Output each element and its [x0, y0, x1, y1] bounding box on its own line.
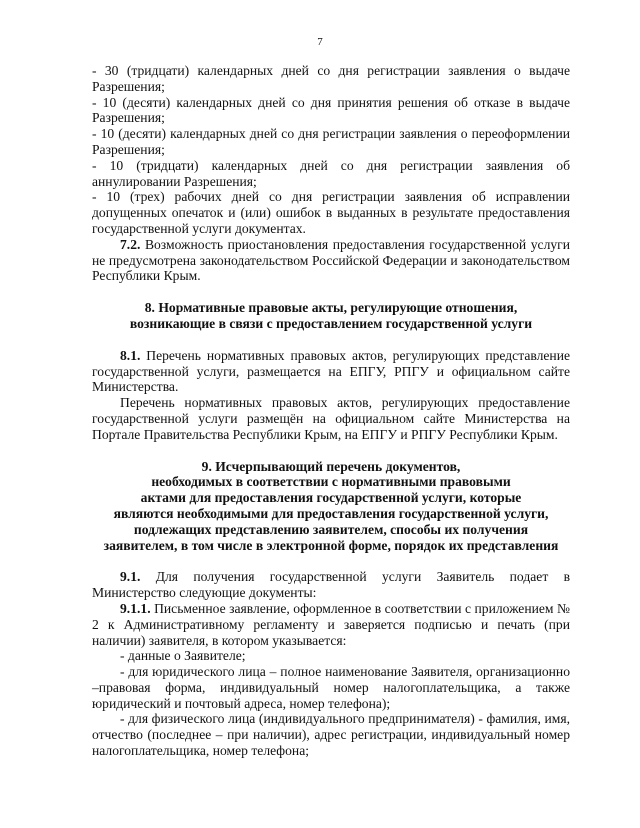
paragraph-9-1-1: [92, 601, 570, 648]
list-item: - 10 (десяти) календарных дней со дня регистрации заявления о переоформлении Разрешения;: [92, 126, 570, 157]
paragraph-text: Возможность приостановления предоставления государственной услуги не предусмотрена законодательством Российской Федерации и законодательством Республики Крым.: [92, 236, 570, 284]
clause-number: 9.1.: [120, 569, 141, 585]
section-9-heading: [92, 459, 570, 554]
paragraph-8-1: [92, 348, 570, 395]
heading-line: подлежащих представлению заявителем, способы их получения: [133, 521, 529, 537]
list-item: - 10 (десяти) календарных дней со дня принятия решения об отказе в выдаче Разрешения;: [92, 94, 570, 126]
heading-line: 9. Исчерпывающий перечень документов,: [201, 458, 461, 474]
list-item: - 30 (тридцати) календарных дней со дня регистрации заявления о выдаче Разрешения;: [92, 63, 570, 94]
clause-number: 9.1.1.: [120, 600, 151, 616]
clause-number: 7.2.: [120, 236, 141, 252]
heading-line: актами для предоставления государственной услуги, которые: [140, 490, 522, 506]
list-item: - 10 (трех) рабочих дней со дня регистрации заявления об исправлении допущенных опечаток и (или) ошибок в выданных в результате предоставления государственной услуги документах.: [92, 189, 570, 236]
paragraph-9-1: [92, 569, 570, 601]
section-8-heading: [92, 300, 570, 332]
paragraph-text: Письменное заявление, оформленное в соответствии с приложением № 2 к Административному регламенту и заверяется подписью и печать (при наличии) заявителя, в котором указывается:: [92, 600, 570, 648]
page-content: [92, 63, 570, 759]
heading-line: 8. Нормативные правовые акты, регулирующие отношения,: [144, 300, 518, 316]
list-item: - для юридического лица – полное наименование Заявителя, организационно –правовая форма, индивидуальный номер налогоплательщика, а также юридический и почтовый адреса, номер телефона);: [92, 664, 570, 711]
paragraph-7-2: [92, 237, 570, 284]
paragraph-text: Для получения государственной услуги Заявитель подает в Министерство следующие документы:: [92, 569, 570, 601]
heading-line: необходимых в соответствии с нормативными правовыми: [151, 474, 511, 490]
list-item: - 10 (тридцати) календарных дней со дня регистрации заявления об аннулировании Разрешения;: [92, 157, 570, 189]
heading-line: возникающие в связи с предоставлением государственной услуги: [129, 315, 533, 331]
list-item: - данные о Заявителе;: [120, 648, 246, 664]
list-item: - для физического лица (индивидуального предпринимателя) - фамилия, имя, отчество (последнее – при наличии), адрес регистрации, индивидуальный номер налогоплательщика, номер телефона;: [92, 711, 570, 759]
heading-line: заявителем, в том числе в электронной форме, порядок их представления: [103, 537, 559, 553]
heading-line: являются необходимыми для предоставления государственной услуги,: [113, 505, 549, 521]
clause-number: 8.1.: [120, 347, 141, 363]
page-number: 7: [317, 36, 323, 48]
paragraph-text: Перечень нормативных правовых актов, регулирующих представление государственной услуги, размещается на ЕПГУ, РПГУ и официальном сайте Министерства.: [92, 347, 570, 395]
paragraph-8-2: Перечень нормативных правовых актов, регулирующих предоставление государственной услуги размещён на официальном сайте Министерства на Портале Правительства Республики Крым, на ЕПГУ и РПГУ Республики Крым.: [92, 395, 570, 442]
